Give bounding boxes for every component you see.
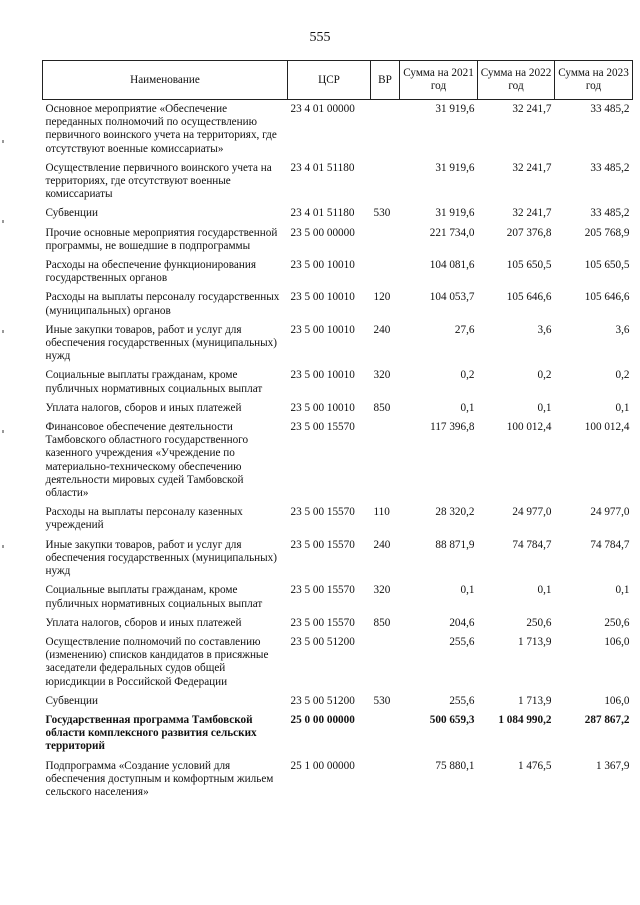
table-row — [43, 536, 633, 582]
cell-y2022: 32 241,7 — [512, 103, 552, 115]
cell-y2021: 500 659,3 — [429, 713, 475, 726]
cell-name: Расходы на обеспечение функционирования государственных органов — [45, 259, 256, 285]
cell-y2022: 24 977,0 — [512, 506, 552, 519]
cell-code: 23 5 00 15570 — [290, 538, 355, 551]
cell-vr: 850 — [373, 616, 391, 629]
cell-vr: 110 — [373, 506, 390, 519]
cell-code: 23 5 00 10010 — [290, 369, 355, 382]
cell-y2022: 74 784,7 — [512, 538, 552, 551]
table-row — [43, 288, 633, 320]
cell-code: 23 4 01 51180 — [290, 161, 355, 174]
cell-y2023: 205 768,9 — [584, 226, 630, 239]
cell-y2021: 31 919,6 — [435, 207, 475, 220]
cell-y2021: 31 919,6 — [435, 103, 475, 115]
cell-name: Осуществление полномочий по составлению (изменению) списков кандидатов в присяжные заседатели федеральных судов общей юрисдикции в Российской Федерации — [45, 635, 269, 688]
cell-y2023: 105 650,5 — [584, 259, 630, 272]
cell-code: 23 5 00 15570 — [290, 421, 355, 434]
table-row — [43, 100, 633, 159]
header-2021: Сумма на 2021 год — [400, 61, 478, 100]
budget-table — [42, 60, 633, 802]
header-name: Наименование — [43, 61, 288, 100]
cell-code: 23 5 00 10010 — [290, 323, 355, 336]
cell-y2023: 33 485,2 — [590, 207, 630, 220]
cell-name: Государственная программа Тамбовской области комплексного развития сельских территорий — [45, 713, 257, 753]
cell-y2022: 100 012,4 — [506, 421, 552, 434]
cell-vr: 850 — [373, 401, 391, 414]
cell-name: Субвенции — [45, 694, 98, 707]
table-row — [43, 366, 633, 398]
cell-name: Иные закупки товаров, работ и услуг для обеспечения государственных (муниципальных) нужд — [45, 323, 277, 363]
cell-name: Подпрограмма «Создание условий для обеспечения доступным и комфортным жильем сельского населения» — [45, 759, 274, 798]
cell-y2021: 221 734,0 — [429, 226, 475, 239]
table-body — [43, 100, 633, 803]
cell-name: Финансовое обеспечение деятельности Тамбовского областного государственного казенного учреждения «Учреждение по материально-техническому обеспечению деятельности мировых судей Тамбовской области» — [45, 421, 249, 500]
cell-y2021: 27,6 — [454, 323, 475, 336]
cell-y2022: 32 241,7 — [512, 207, 552, 220]
cell-y2023: 0,2 — [615, 369, 630, 382]
cell-y2023: 100 012,4 — [584, 421, 630, 434]
cell-name: Иные закупки товаров, работ и услуг для обеспечения государственных (муниципальных) нужд — [45, 538, 277, 578]
cell-y2021: 28 320,2 — [435, 506, 475, 519]
cell-vr — [371, 159, 400, 205]
cell-name: Субвенции — [45, 207, 98, 220]
cell-vr: 240 — [373, 538, 391, 551]
table-row — [43, 614, 633, 633]
cell-vr — [371, 100, 400, 159]
cell-vr: 240 — [373, 323, 391, 336]
cell-y2022: 3,6 — [537, 323, 552, 336]
cell-y2021: 75 880,1 — [435, 759, 475, 772]
cell-vr: 320 — [373, 369, 391, 382]
cell-code: 23 4 01 51180 — [290, 207, 355, 220]
cell-code: 23 5 00 51200 — [290, 694, 355, 707]
cell-code: 23 5 00 15570 — [290, 616, 355, 629]
header-2023: Сумма на 2023 год — [555, 61, 633, 100]
cell-y2021: 104 081,6 — [429, 259, 475, 272]
table-row — [43, 399, 633, 418]
header-2022: Сумма на 2022 год — [478, 61, 555, 100]
cell-y2022: 1 084 990,2 — [498, 713, 552, 726]
cell-y2023: 33 485,2 — [590, 103, 630, 115]
cell-y2023: 105 646,6 — [584, 291, 630, 304]
cell-name: Расходы на выплаты персоналу казенных учреждений — [45, 506, 243, 532]
cell-y2023: 33 485,2 — [590, 161, 630, 174]
cell-code: 23 4 01 00000 — [290, 103, 355, 115]
cell-vr: 530 — [373, 207, 391, 220]
cell-vr — [371, 224, 400, 256]
table-row — [43, 633, 633, 692]
cell-y2021: 117 396,8 — [430, 421, 475, 434]
cell-y2021: 255,6 — [449, 694, 475, 707]
cell-name: Расходы на выплаты персоналу государственных (муниципальных) органов — [45, 291, 280, 317]
cell-code: 23 5 00 10010 — [290, 291, 355, 304]
cell-name: Уплата налогов, сборов и иных платежей — [45, 616, 242, 629]
cell-name: Уплата налогов, сборов и иных платежей — [45, 401, 242, 414]
cell-y2023: 1 367,9 — [595, 759, 630, 772]
table-row — [43, 159, 633, 205]
cell-vr: 120 — [373, 291, 391, 304]
table-row — [43, 256, 633, 288]
cell-y2021: 31 919,6 — [435, 161, 475, 174]
cell-vr — [371, 256, 400, 288]
header-code: ЦСР — [288, 61, 371, 100]
cell-code: 23 5 00 15570 — [290, 584, 355, 597]
cell-code: 23 5 00 51200 — [290, 635, 355, 648]
cell-vr — [371, 757, 400, 803]
table-row — [43, 418, 633, 503]
cell-name: Прочие основные мероприятия государственной программы, не вошедшие в подпрограммы — [45, 226, 278, 252]
cell-vr — [371, 711, 400, 757]
cell-y2022: 105 646,6 — [506, 291, 552, 304]
cell-y2022: 1 476,5 — [517, 759, 552, 772]
table-header — [43, 61, 633, 100]
table-row — [43, 503, 633, 535]
cell-code: 25 1 00 00000 — [290, 759, 355, 772]
cell-y2023: 250,6 — [604, 616, 630, 629]
cell-y2022: 32 241,7 — [512, 161, 552, 174]
cell-y2023: 74 784,7 — [590, 538, 630, 551]
cell-code: 23 5 00 10010 — [290, 401, 355, 414]
cell-y2022: 1 713,9 — [517, 635, 552, 648]
margin-binding-marks — [2, 100, 6, 700]
cell-y2021: 104 053,7 — [429, 291, 475, 304]
cell-y2023: 0,1 — [615, 401, 630, 414]
table-row — [43, 692, 633, 711]
cell-code: 23 5 00 10010 — [290, 259, 355, 272]
page-number: 555 — [309, 30, 331, 45]
cell-y2023: 0,1 — [615, 584, 630, 597]
header-vr: ВР — [371, 61, 400, 100]
cell-vr: 530 — [373, 694, 391, 707]
table-row — [43, 204, 633, 223]
cell-code: 23 5 00 00000 — [290, 226, 355, 239]
cell-y2022: 105 650,5 — [506, 259, 552, 272]
table-row — [43, 321, 633, 367]
cell-vr — [371, 633, 400, 692]
table-row — [43, 711, 633, 757]
cell-y2022: 207 376,8 — [506, 226, 552, 239]
cell-y2021: 255,6 — [449, 635, 475, 648]
table-row — [43, 757, 633, 803]
cell-y2021: 204,6 — [449, 616, 475, 629]
cell-y2023: 106,0 — [604, 694, 630, 707]
cell-code: 23 5 00 15570 — [290, 506, 355, 519]
table-row — [43, 581, 633, 613]
cell-name: Социальные выплаты гражданам, кроме публичных нормативных социальных выплат — [45, 369, 263, 395]
cell-y2022: 250,6 — [526, 616, 552, 629]
cell-y2021: 0,1 — [460, 584, 475, 597]
cell-y2021: 0,2 — [460, 369, 475, 382]
cell-vr — [371, 418, 400, 503]
cell-code: 25 0 00 00000 — [290, 713, 355, 726]
cell-y2023: 287 867,2 — [584, 713, 630, 726]
cell-name: Основное мероприятие «Обеспечение переданных полномочий по осуществлению первичного воинского учета на территориях, где отсутствуют военные комиссариаты» — [45, 103, 277, 155]
cell-y2023: 106,0 — [604, 635, 630, 648]
cell-y2021: 88 871,9 — [435, 538, 475, 551]
cell-y2022: 0,1 — [537, 584, 552, 597]
cell-y2022: 0,2 — [537, 369, 552, 382]
cell-y2022: 0,1 — [537, 401, 552, 414]
cell-y2021: 0,1 — [460, 401, 475, 414]
cell-y2023: 3,6 — [615, 323, 630, 336]
cell-name: Социальные выплаты гражданам, кроме публичных нормативных социальных выплат — [45, 584, 263, 610]
cell-y2023: 24 977,0 — [590, 506, 630, 519]
table-row — [43, 224, 633, 256]
cell-name: Осуществление первичного воинского учета на территориях, где отсутствуют военные комиссариаты — [45, 161, 272, 201]
cell-y2022: 1 713,9 — [517, 694, 552, 707]
cell-vr: 320 — [373, 584, 391, 597]
